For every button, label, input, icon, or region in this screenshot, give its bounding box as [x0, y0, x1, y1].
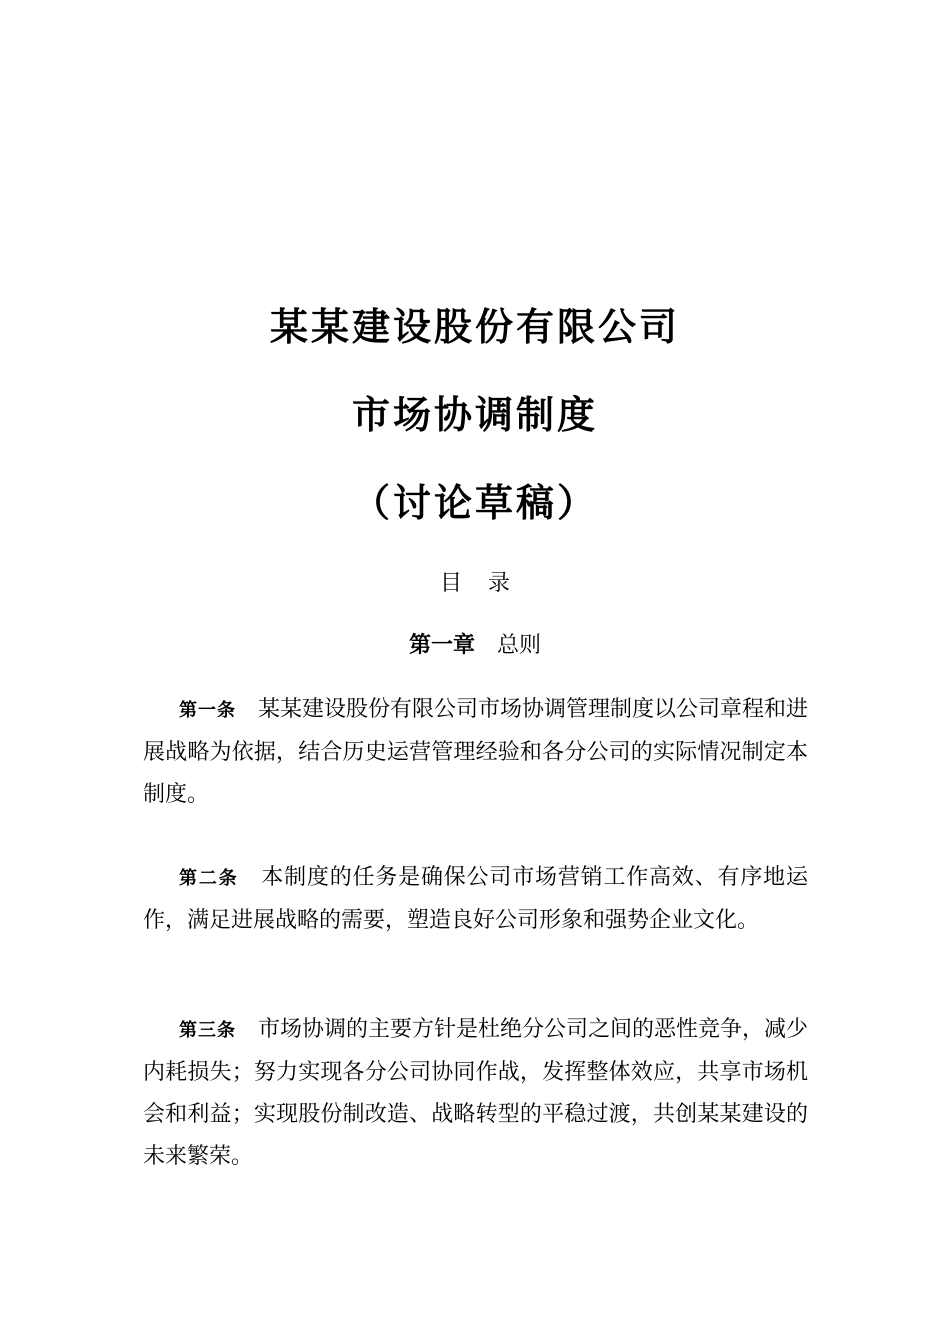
toc-char-2: 录	[488, 571, 511, 596]
toc-char-1: 目	[439, 571, 462, 596]
article-3	[143, 1009, 808, 1178]
article-text: 本制度的任务是确保公司市场营销工作高效、有序地运作，满足进展战略的需要，塑造良好公司形象和强势企业文化。	[143, 865, 808, 933]
table-of-contents-heading	[0, 569, 950, 599]
regulation-title: 市场协调制度	[351, 393, 598, 437]
chapter-name: 总则	[497, 633, 542, 658]
company-title: 某某建设股份有限公司	[269, 305, 680, 349]
article-label: 第三条	[179, 1020, 236, 1041]
chapter-number: 第一章	[408, 633, 475, 658]
article-text: 市场协调的主要方针是杜绝分公司之间的恶性竞争，减少内耗损失；努力实现各分公司协同作战，发挥整体效应，共享市场机会和利益；实现股份制改造、战略转型的平稳过渡，共创某某建设的未来繁荣。	[143, 1017, 809, 1169]
article-1	[143, 689, 808, 816]
article-2	[143, 857, 808, 942]
article-label: 第二条	[179, 868, 239, 889]
draft-subtitle: （讨论草稿）	[351, 481, 598, 525]
article-text: 某某建设股份有限公司市场协调管理制度以公司章程和进展战略为依据，结合历史运营管理经验和各分公司的实际情况制定本制度。	[143, 697, 809, 807]
chapter-heading	[0, 631, 950, 661]
article-label: 第一条	[179, 700, 236, 721]
